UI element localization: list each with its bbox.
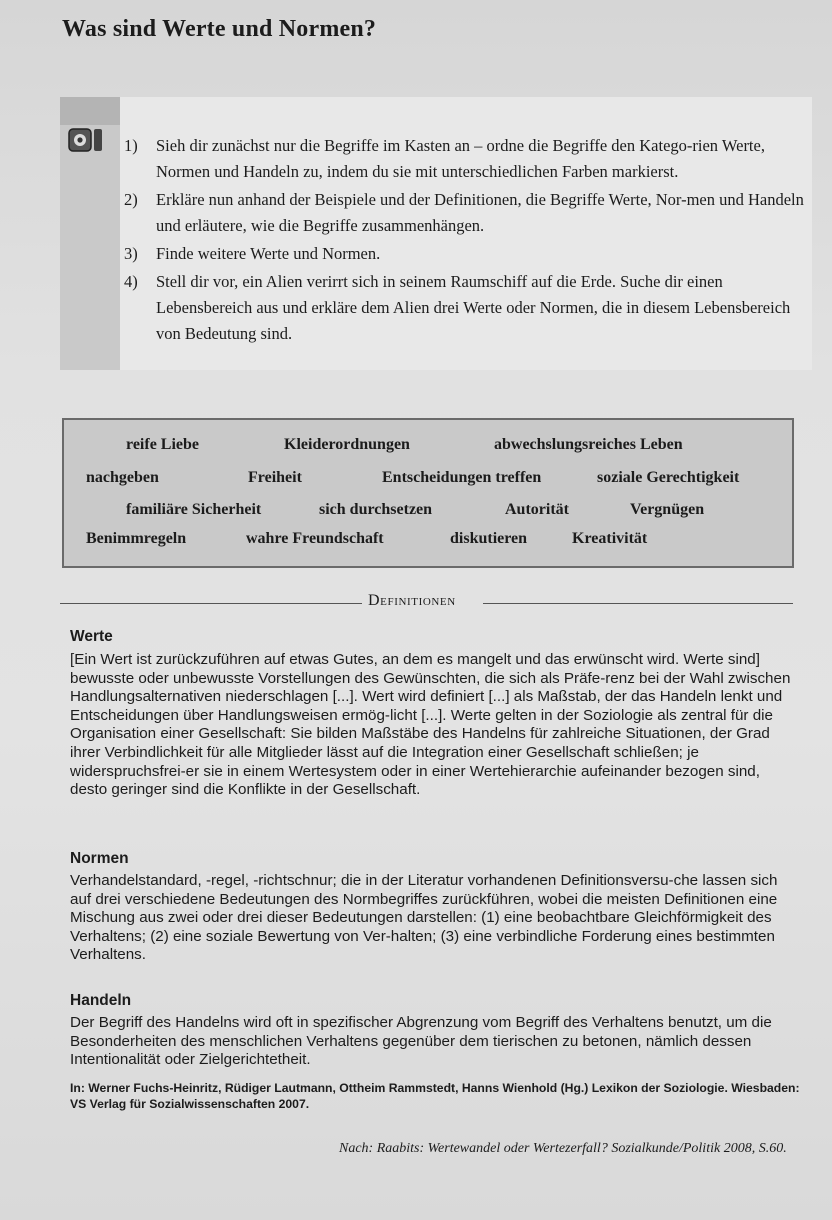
definitions-heading: Definitionen bbox=[368, 592, 456, 609]
task-list bbox=[124, 133, 808, 347]
word-item: abwechslungsreiches Leben bbox=[494, 436, 683, 453]
word-item: reife Liebe bbox=[126, 436, 200, 453]
task-item: 3) Finde weitere Werte und Normen. bbox=[124, 244, 381, 263]
task-item: 4) Stell dir vor, ein Alien verirrt sich in seinem Raumschiff auf die Erde. Suche dir einen Lebensbereich aus und erkläre dem Alien drei Werte oder Normen, die in diesem Lebensbereich von Bedeutung sind. bbox=[124, 272, 791, 343]
group-work-icon bbox=[68, 127, 104, 153]
word-item: familiäre Sicherheit bbox=[126, 501, 262, 518]
word-item: wahre Freundschaft bbox=[246, 530, 384, 547]
source-reference: In: Werner Fuchs-Heinritz, Rüdiger Lautmann, Ottheim Rammstedt, Hanns Wienhold (Hg.) Lexikon der Soziologie. Wiesbaden: VS Verlag für Sozialwissenschaften 2007. bbox=[70, 1081, 800, 1111]
task-item: 1) Sieh dir zunächst nur die Begriffe im Kasten an – ordne die Begriffe den Katego-rien Werte, Normen und Handeln zu, indem du sie mit unterschiedlichen Farben markierst. bbox=[124, 136, 765, 181]
definition-text-normen: Verhandelstandard, -regel, -richtschnur; die in der Literatur vorhandenen Definitionsversu-che lassen sich auf drei verschiedene Bedeutungen des Normbegriffes zurückführen, wobei die meisten Definitionen eine Mischung aus zwei oder drei dieser Bedeutungen darstellen: (1) eine beobachtbare Gleichförmigkeit des Verhaltens; (2) eine soziale Bewertung von Ver-halten; (3) eine verbindliche Forderung eines bestimmten Verhaltens. bbox=[70, 872, 778, 964]
word-item: Autorität bbox=[505, 501, 569, 518]
definition-text-handeln: Der Begriff des Handelns wird oft in spezifischer Abgrenzung vom Begriff des Verhaltens benutzt, um die Besonderheiten des menschlichen Verhaltens gegenüber dem tierischen zu betonen, nämlich dessen Intentionalität oder Zielgerichtetheit. bbox=[70, 1014, 772, 1069]
divider bbox=[483, 603, 793, 604]
word-item: soziale Gerechtigkeit bbox=[597, 469, 740, 486]
task-item: 2) Erkläre nun anhand der Beispiele und der Definitionen, die Begriffe Werte, Nor-men und Handeln und erläutere, wie die Begriffe zusammenhängen. bbox=[124, 190, 804, 235]
definition-term-werte: Werte bbox=[70, 628, 113, 645]
word-item: diskutieren bbox=[450, 530, 528, 547]
word-item: Vergnügen bbox=[630, 501, 705, 518]
definition-text-werte: [Ein Wert ist zurückzuführen auf etwas Gutes, an dem es mangelt und das erwünscht wird. Werte sind] bewusste oder unbewusste Vorstellungen des Gewünschten, die sich als Präfe-renz bei der Wahl zwischen Handlungsalternativen niederschlagen [...]. Wert wird definiert [...] als Maßstab, der das Handeln lenkt und Entscheidungen über Handlungsweisen ermög-licht [...]. Werte gelten in der Soziologie als zentral für die Organisation einer Gesellschaft: Sie bilden Maßstäbe des Handelns für zahlreiche Situationen, der Grad ihrer Verbindlichkeit für alle Mitglieder lässt auf die Integration einer Gesellschaft schließen; je widerspruchsfrei-er sie in einem Wertesystem oder in einer Wertehierarchie aufeinander bezogen sind, desto geringer sind die Konflikte in der Gesellschaft. bbox=[70, 651, 791, 799]
word-item: Kreativität bbox=[572, 530, 648, 547]
divider bbox=[60, 603, 362, 604]
page-title: Was sind Werte und Normen? bbox=[62, 16, 377, 42]
citation: Nach: Raabits: Wertewandel oder Wertezerfall? Sozialkunde/Politik 2008, S.60. bbox=[339, 1141, 787, 1156]
word-item: Entscheidungen treffen bbox=[382, 469, 542, 486]
word-item: Kleiderordnungen bbox=[284, 436, 410, 453]
word-item: Benimmregeln bbox=[86, 530, 187, 547]
word-item: nachgeben bbox=[86, 469, 159, 486]
task-box bbox=[60, 97, 812, 370]
definition-term-handeln: Handeln bbox=[70, 992, 132, 1009]
word-box bbox=[62, 418, 794, 568]
word-item: sich durchsetzen bbox=[319, 501, 433, 518]
word-item: Freiheit bbox=[248, 469, 302, 486]
definition-term-normen: Normen bbox=[70, 850, 129, 867]
task-body bbox=[120, 97, 812, 370]
